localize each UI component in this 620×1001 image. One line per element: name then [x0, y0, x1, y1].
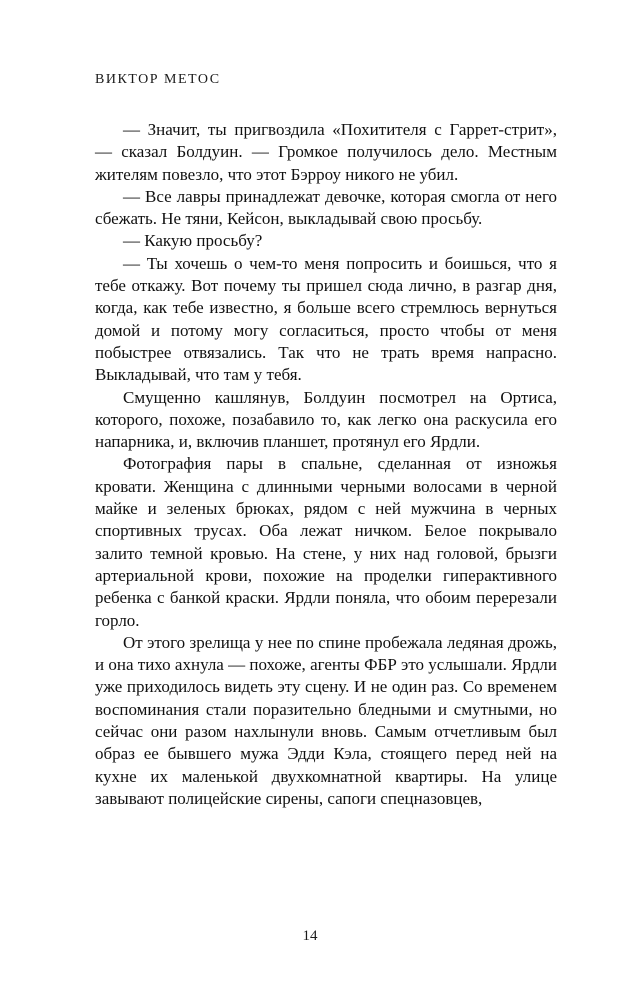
body-text [95, 119, 557, 810]
paragraph-5: Смущенно кашлянув, Болдуин посмотрел на Ортиса, которого, похоже, позабавило то, как легко она раскусила его напарника, и, включив планшет, протянул его Ярдли. [95, 387, 557, 452]
paragraph-7: От этого зрелища у нее по спине пробежала ледяная дрожь, и она тихо ахнула — похоже, агенты ФБР это услышали. Ярдли уже приходилось видеть эту сцену. И не один раз. Со временем воспоминания стали поразительно бледными и смутными, но сейчас они разом нахлынули вновь. Самым отчетливым был образ ее бывшего мужа Эдди Кэла, стоящего перед ней на кухне их маленькой двухкомнатной квартиры. На улице завывают полицейские сирены, сапоги спецназовцев, [95, 632, 557, 808]
paragraph-1: — Значит, ты пригвоздила «Похитителя с Гаррет-стрит», — сказал Болдуин. — Громкое получилось дело. Местным жителям повезло, что этот Бэрроу никого не убил. [95, 120, 557, 184]
running-header-author: ВИКТОР МЕТОС [95, 72, 221, 87]
paragraph-4: — Ты хочешь о чем-то меня попросить и боишься, что я тебе откажу. Вот почему ты пришел сюда лично, в разгар дня, когда, как тебе известно, я больше всего стремлюсь вернуться домой и потому могу согласиться, просто чтобы от меня побыстрее отвязались. Так что не трать время напрасно. Выкладывай, что там у тебя. [95, 253, 557, 385]
paragraph-6: Фотография пары в спальне, сделанная от изножья кровати. Женщина с длинными черными волосами в черной майке и зеленых брюках, рядом с ней мужчина в черных спортивных трусах. Оба лежат ничком. Белое покрывало залито темной кровью. На стене, у них над головой, брызги артериальной крови, похожие на проделки гиперактивного ребенка с банкой краски. Ярдли поняла, что обоим перерезали горло. [95, 454, 557, 630]
paragraph-2: — Все лавры принадлежат девочке, которая смогла от него сбежать. Не тяни, Кейсон, выкладывай свою просьбу. [95, 186, 557, 229]
paragraph-3: — Какую просьбу? [123, 231, 263, 251]
page-number: 14 [302, 928, 318, 944]
